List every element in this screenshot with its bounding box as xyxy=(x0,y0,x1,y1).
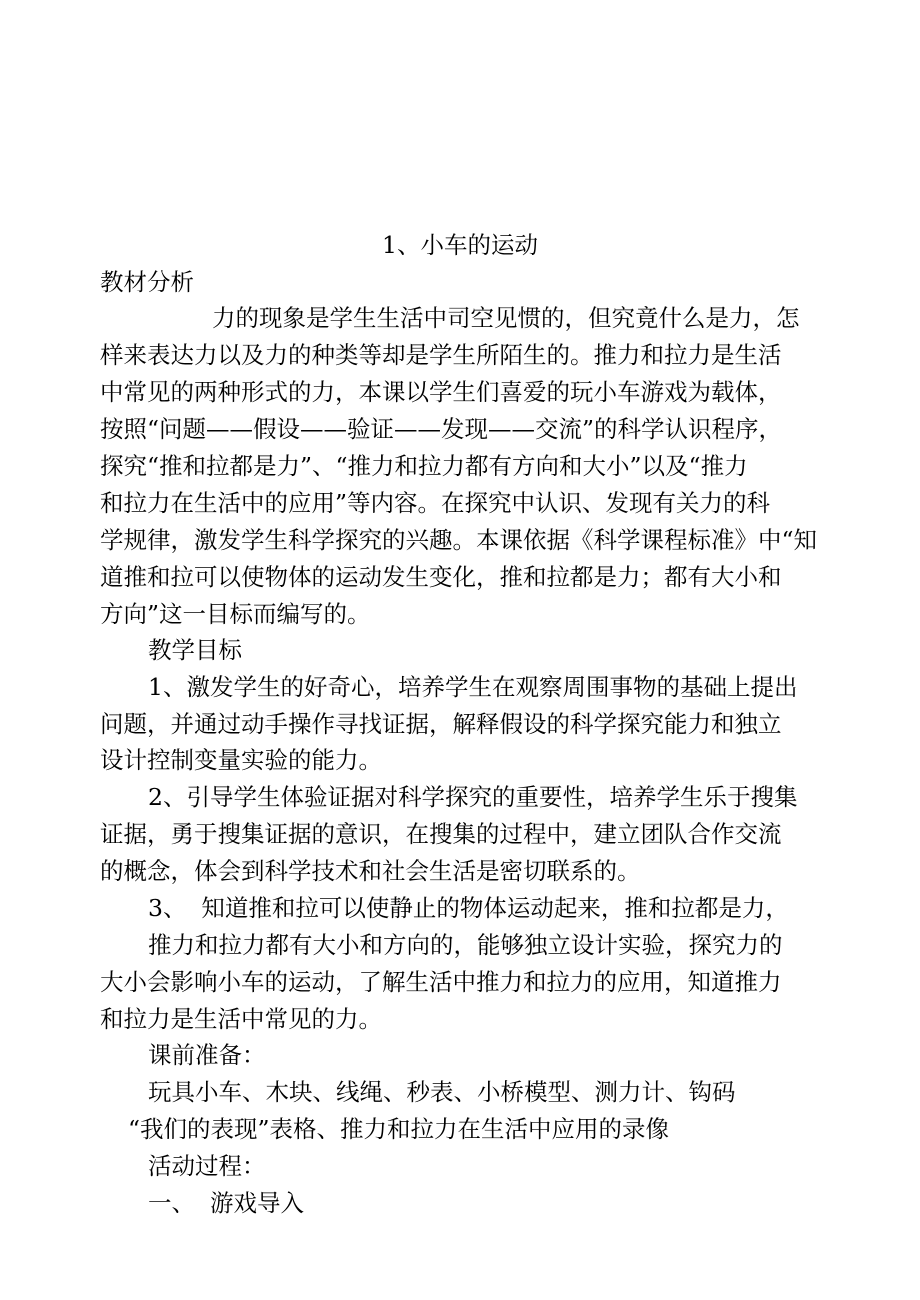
heading-goals: 教学目标 xyxy=(148,636,242,664)
goal-line: 1、激发学生的好奇心，培养学生在观察周围事物的基础上提出 xyxy=(148,673,798,701)
goal-line: 证据，勇于搜集证据的意识，在搜集的过程中，建立团队合作交流 xyxy=(100,820,782,848)
paragraph-line: 中常见的两种形式的力，本课以学生们喜爱的玩小车游戏为载体， xyxy=(100,378,782,406)
paragraph-line: 和拉力在生活中的应用”等内容。在探究中认识、发现有关力的科 xyxy=(100,489,771,517)
document-title: 1、小车的运动 xyxy=(382,231,538,259)
goal-line: 推力和拉力都有大小和方向的，能够独立设计实验，探究力的 xyxy=(148,931,783,959)
prep-line: 玩具小车、木块、线绳、秒表、小桥模型、测力计、钩码 xyxy=(148,1078,736,1106)
paragraph-line: 力的现象是学生生活中司空见惯的，但究竟什么是力，怎 xyxy=(212,304,800,332)
prep-line: “我们的表现”表格、推力和拉力在生活中应用的录像 xyxy=(128,1115,670,1143)
heading-prep: 课前准备： xyxy=(148,1041,266,1069)
paragraph-line: 学规律，激发学生科学探究的兴趣。本课依据《科学课程标准》中“知 xyxy=(100,526,818,554)
paragraph-line: 探究“推和拉都是力”、“推力和拉力都有方向和大小”以及“推力 xyxy=(100,452,748,480)
goal-line: 的概念，体会到科学技术和社会生活是密切联系的。 xyxy=(100,857,641,885)
goal-line: 设计控制变量实验的能力。 xyxy=(100,746,382,774)
goal-line: 3、 知道推和拉可以使静止的物体运动起来，推和拉都是力， xyxy=(148,894,789,922)
heading-analysis: 教材分析 xyxy=(100,268,194,296)
process-step: 一、 游戏导入 xyxy=(148,1189,304,1217)
heading-process: 活动过程： xyxy=(148,1152,266,1180)
goal-line: 大小会影响小车的运动，了解生活中推力和拉力的应用，知道推力 xyxy=(100,968,782,996)
goal-line: 和拉力是生活中常见的力。 xyxy=(100,1005,382,1033)
goal-line: 问题，并通过动手操作寻找证据，解释假设的科学探究能力和独立 xyxy=(100,710,782,738)
paragraph-line: 样来表达力以及力的种类等却是学生所陌生的。推力和拉力是生活 xyxy=(100,341,782,369)
goal-line: 2、引导学生体验证据对科学探究的重要性，培养学生乐于搜集 xyxy=(148,783,798,811)
paragraph-line: 道推和拉可以使物体的运动发生变化，推和拉都是力；都有大小和 xyxy=(100,563,782,591)
paragraph-line: 方向”这一目标而编写的。 xyxy=(100,600,371,628)
paragraph-line: 按照“问题——假设——验证——发现——交流”的科学认识程序， xyxy=(100,415,783,443)
